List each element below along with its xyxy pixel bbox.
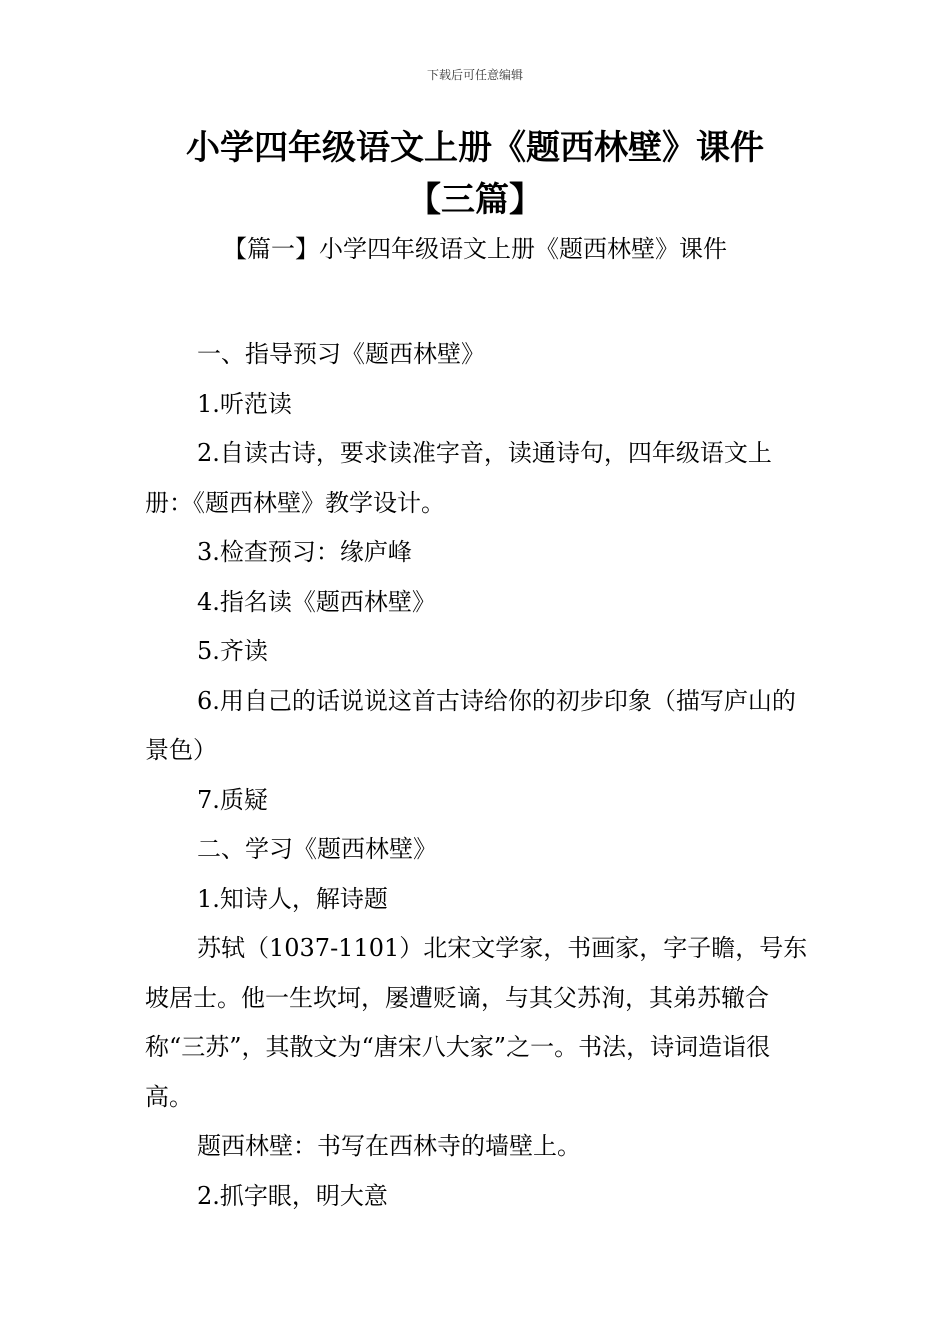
- document-title: 小学四年级语文上册《题西林壁》课件: [186, 128, 764, 168]
- paragraph: 一、指导预习《题西林壁》: [197, 340, 485, 368]
- paragraph: 2.自读古诗，要求读准字音，读通诗句，四年级语文上册：《题西林壁》教学设计。: [145, 439, 772, 517]
- document-title-suffix: 【三篇】: [407, 180, 543, 220]
- paragraph: 5.齐读: [197, 637, 268, 665]
- paragraph: 1.知诗人，解诗题: [197, 884, 388, 913]
- paragraph: 二、学习《题西林壁》: [197, 835, 437, 863]
- paragraph: 7.质疑: [197, 785, 268, 814]
- paragraph: 题西林壁：书写在西林寺的墙壁上。: [197, 1132, 581, 1160]
- paragraph: 2.抓字眼，明大意: [197, 1181, 388, 1210]
- document-body: [145, 330, 810, 1221]
- section-heading: 【篇一】小学四年级语文上册《题西林壁》课件: [223, 235, 727, 263]
- header-note: 下载后可任意编辑: [426, 68, 523, 82]
- paragraph: 4.指名读《题西林壁》: [197, 587, 436, 616]
- paragraph: 3.检查预习：缘庐峰: [197, 538, 412, 566]
- paragraph: 苏轼（1037-1101）北宋文学家，书画家，字子瞻，号东坡居士。他一生坎坷，屡遭贬谪，与其父苏洵，其弟苏辙合称“三苏”，其散文为“唐宋八大家”之一。书法，诗词造诣很高。: [145, 934, 808, 1111]
- paragraph: 6.用自己的话说说这首古诗给你的初步印象（描写庐山的景色）: [145, 686, 796, 764]
- paragraph: 1.听范读: [197, 389, 292, 418]
